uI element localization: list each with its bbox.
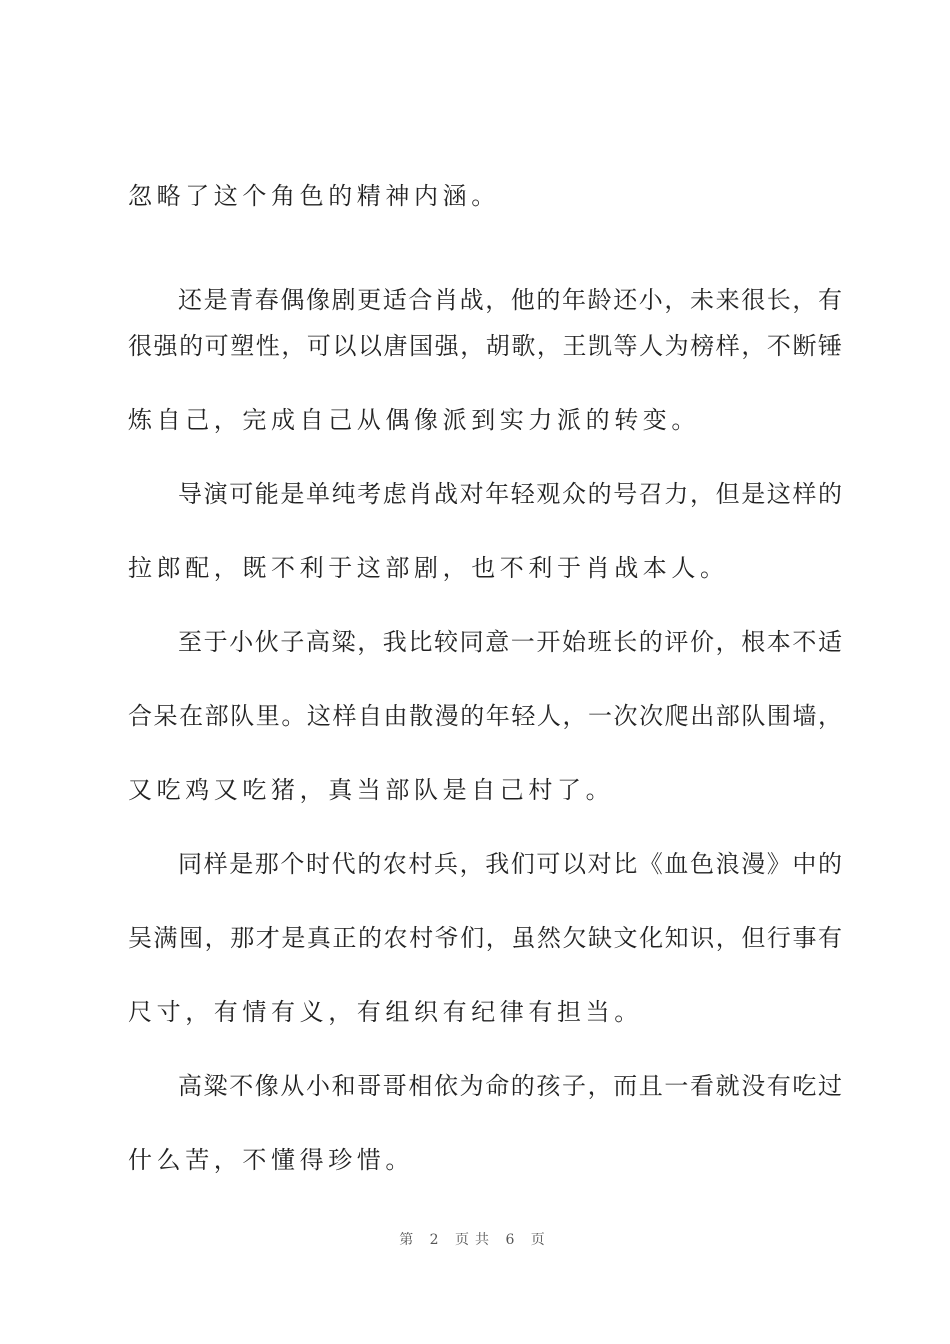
paragraph-line: 吴满囤，那才是真正的农村爷们，虽然欠缺文化知识，但行事有	[128, 924, 842, 952]
page-number-footer: 第 2 页共 6 页	[399, 1232, 551, 1248]
paragraph-line: 尺寸，有情有义，有组织有纪律有担当。	[128, 998, 643, 1026]
paragraph-line: 同样是那个时代的农村兵，我们可以对比《血色浪漫》中的	[178, 850, 842, 878]
paragraph-line: 又吃鸡又吃猪，真当部队是自己村了。	[128, 776, 615, 804]
paragraph-line: 什么苦，不懂得珍惜。	[128, 1146, 414, 1174]
paragraph-line: 很强的可塑性，可以以唐国强，胡歌，王凯等人为榜样，不断锤	[128, 332, 842, 360]
paragraph-line: 拉郎配，既不利于这部剧，也不利于肖战本人。	[128, 554, 729, 582]
paragraph-line: 忽略了这个角色的精神内涵。	[128, 182, 500, 210]
paragraph-line: 还是青春偶像剧更适合肖战，他的年龄还小，未来很长，有	[178, 286, 842, 314]
paragraph-line: 炼自己，完成自己从偶像派到实力派的转变。	[128, 406, 700, 434]
paragraph-line: 导演可能是单纯考虑肖战对年轻观众的号召力，但是这样的	[178, 480, 842, 508]
paragraph-line: 至于小伙子高粱，我比较同意一开始班长的评价，根本不适	[178, 628, 842, 656]
paragraph-line: 合呆在部队里。这样自由散漫的年轻人，一次次爬出部队围墙，	[128, 702, 842, 730]
paragraph-line: 高粱不像从小和哥哥相依为命的孩子，而且一看就没有吃过	[178, 1072, 842, 1100]
